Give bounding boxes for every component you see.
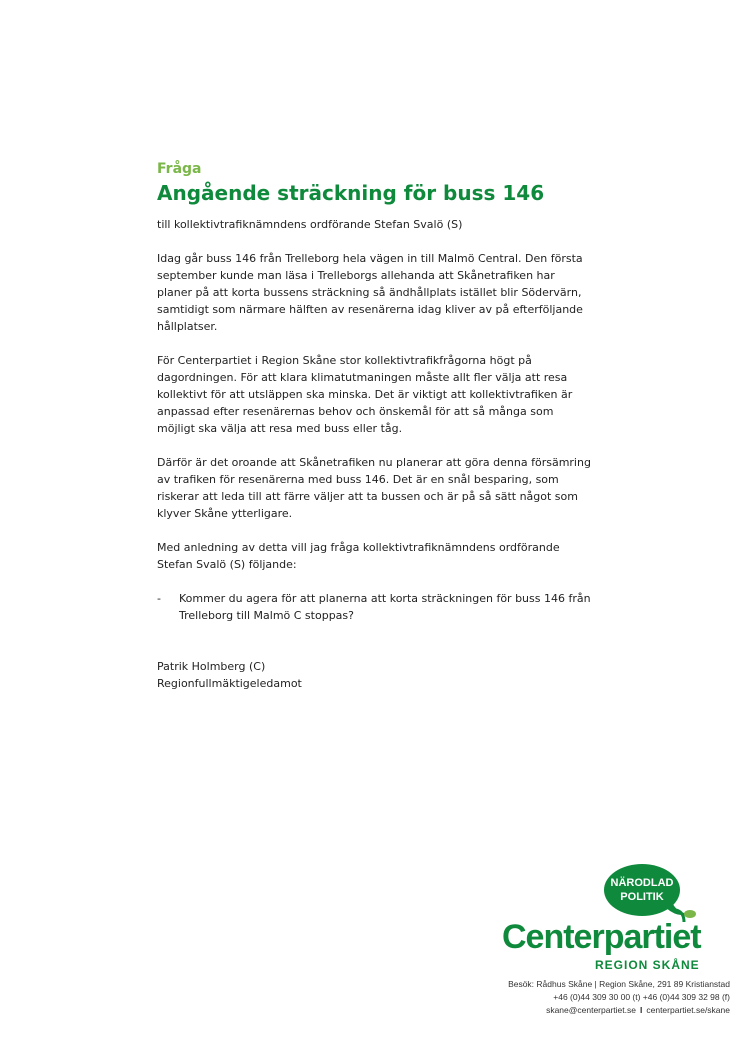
website-link[interactable]: centerpartiet.se/skane: [646, 1005, 730, 1015]
paragraph-3: Därför är det oroande att Skånetrafiken nu planerar att göra denna försämring av trafiken för resenärerna med buss 146. Det är en snål besparing, som riskerar att leda till att färre väljer att ta bussen och är på så sätt något som klyver Skåne ytterligare.: [157, 456, 591, 520]
bullet-dash: -: [157, 592, 161, 605]
web-line: [508, 1004, 730, 1017]
email-link[interactable]: skane@centerpartiet.se: [546, 1005, 636, 1015]
phone-line: +46 (0)44 309 30 00 (t) +46 (0)44 309 32 98 (f): [553, 992, 730, 1002]
brand-name: Centerpartiet: [502, 918, 701, 956]
paragraph-4: Med anledning av detta vill jag fråga kollektivtrafiknämndens ordförande Stefan Svalö (S) följande:: [157, 541, 560, 571]
separator: I: [639, 1005, 643, 1015]
question-text: Kommer du agera för att planerna att korta sträckningen för buss 146 från Trelleborg till Malmö C stoppas?: [179, 592, 591, 622]
document-title: Angående sträckning för buss 146: [157, 181, 545, 205]
document-type-label: Fråga: [157, 161, 202, 177]
addressee-line: till kollektivtrafiknämndens ordförande Stefan Svalö (S): [157, 218, 463, 231]
address-line: Besök: Rådhus Skåne | Region Skåne, 291 89 Kristianstad: [508, 979, 730, 989]
paragraph-1: Idag går buss 146 från Trelleborg hela vägen in till Malmö Central. Den första september kunde man läsa i Trelleborgs allehanda att Skånetrafiken har planer på att korta bussens sträckning så ändhållplats istället blir Södervärn, samtidigt som närmare hälften av resenärerna idag kliver av på efterföljande hållplatser.: [157, 252, 583, 333]
centerpartiet-logo: [480, 862, 730, 972]
letter-body: [157, 250, 627, 692]
badge-line-2: POLITIK: [620, 891, 664, 903]
badge-line-1: NÄRODLAD: [610, 877, 674, 889]
paragraph-2: För Centerpartiet i Region Skåne stor kollektivtrafikfrågorna högt på dagordningen. För att klara klimatutmaningen måste allt fler välja att resa kollektivt för att utsläppen ska minska. Det är viktigt att kollektivtrafiken är anpassad efter resenärernas behov och önskemål för att så många som möjligt ska välja att resa med buss eller tåg.: [157, 354, 573, 435]
question-item: [157, 590, 627, 624]
signature-block: Patrik Holmberg (C) Regionfullmäktigeledamot: [157, 660, 302, 690]
brand-region: REGION SKÅNE: [595, 958, 700, 972]
contact-info: [508, 978, 730, 1017]
